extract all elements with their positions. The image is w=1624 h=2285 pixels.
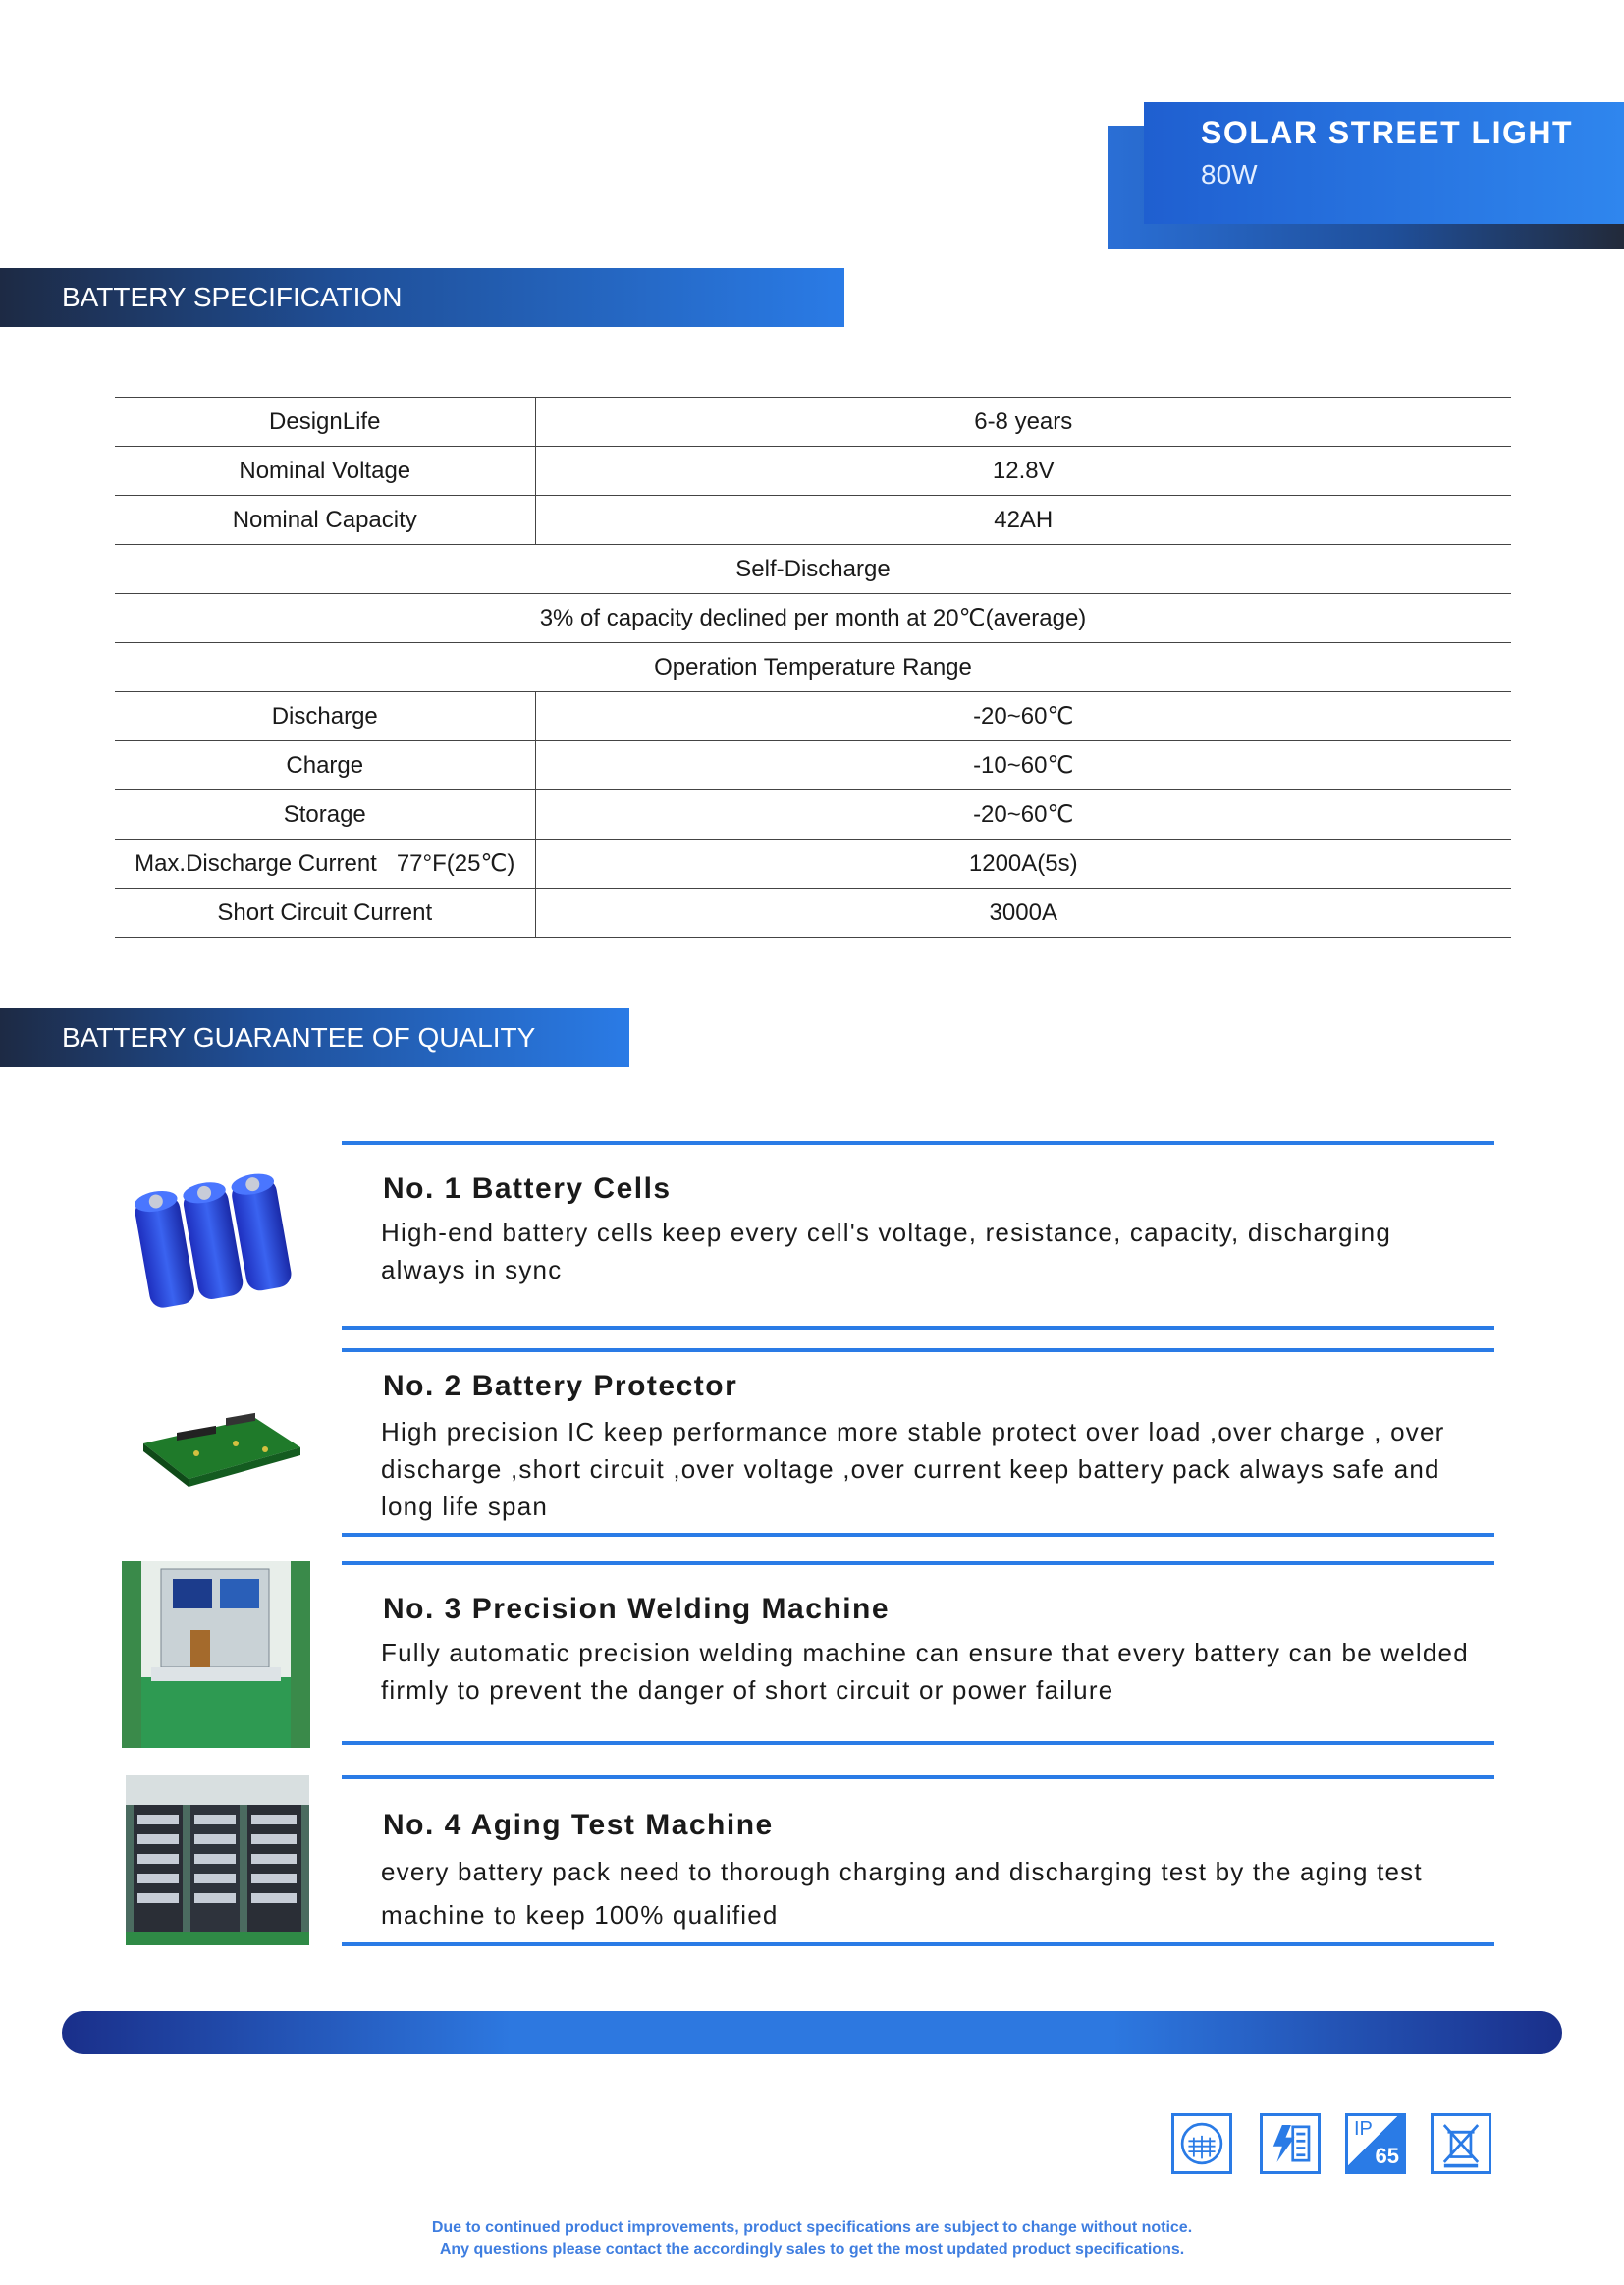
item-number: 4 [444, 1809, 462, 1841]
table-row [115, 840, 1511, 889]
table-row [115, 594, 1511, 643]
table-row [115, 398, 1511, 447]
table-row [115, 643, 1511, 692]
spec-value: Operation Temperature Range [115, 643, 1511, 692]
quality-item-title [383, 1593, 890, 1626]
divider [342, 1942, 1494, 1946]
table-row [115, 496, 1511, 545]
solar-panel-icon [1171, 2113, 1232, 2174]
ip65-rating-icon [1345, 2113, 1406, 2174]
weee-recycle-bin-icon [1431, 2113, 1491, 2174]
quality-item-aging-test-machine [342, 1775, 1494, 1952]
quality-item-battery-protector [342, 1348, 1494, 1535]
quality-item-title [383, 1172, 672, 1206]
product-banner [1144, 102, 1624, 224]
section-header-battery-guarantee-of-quality: BATTERY GUARANTEE OF QUALITY [0, 1008, 629, 1067]
banner-subtitle: 80W [1201, 159, 1258, 190]
spec-key: Charge [115, 741, 535, 790]
table-row [115, 545, 1511, 594]
quality-item-battery-cells [342, 1141, 1494, 1328]
quality-item-description: every battery pack need to thorough charging and discharging test by the aging test machine to keep 100% qualified [381, 1857, 1423, 1930]
table-row [115, 692, 1511, 741]
item-no-label: No. [383, 1809, 435, 1841]
battery-protector-board-image [137, 1404, 304, 1493]
spec-value: Self-Discharge [115, 545, 1511, 594]
spec-key: Nominal Voltage [115, 447, 535, 496]
divider [342, 1741, 1494, 1745]
spec-value: 3% of capacity declined per month at 20℃(average) [115, 594, 1511, 643]
battery-spec-table [115, 397, 1511, 938]
item-number: 3 [444, 1593, 462, 1625]
quality-item-title [383, 1809, 774, 1842]
spec-value: 3000A [535, 889, 1511, 938]
item-title-text: Battery Cells [471, 1172, 672, 1205]
table-row [115, 790, 1511, 840]
spec-key: Discharge [115, 692, 535, 741]
item-number: 1 [444, 1172, 462, 1205]
item-no-label: No. [383, 1593, 435, 1625]
item-number: 2 [444, 1370, 462, 1402]
table-row [115, 447, 1511, 496]
spec-value: -20~60℃ [535, 790, 1511, 840]
item-title-text: Precision Welding Machine [471, 1593, 891, 1625]
decorative-bottom-bar [62, 2011, 1562, 2054]
quality-item-title [383, 1370, 737, 1403]
footer-note-line1: Due to continued product improvements, product specifications are subject to change without notice. [431, 2219, 1193, 2236]
item-no-label: No. [383, 1172, 435, 1205]
spec-key: DesignLife [115, 398, 535, 447]
battery-cells-image [126, 1173, 312, 1311]
table-row [115, 741, 1511, 790]
welding-machine-image [122, 1561, 310, 1748]
divider [342, 1533, 1494, 1537]
banner-title: SOLAR STREET LIGHT [1201, 115, 1573, 150]
spec-key: Short Circuit Current [115, 889, 535, 938]
footer-note-line2: Any questions please contact the accordingly sales to get the most updated product specifications. [439, 2241, 1185, 2258]
spec-key: Max.Discharge Current 77°F(25℃) [115, 840, 535, 889]
quality-item-description: Fully automatic precision welding machine can ensure that every battery can be welded firmly to prevent the danger of short circuit or power failure [381, 1638, 1469, 1705]
spec-key: Nominal Capacity [115, 496, 535, 545]
aging-test-machine-image [126, 1775, 309, 1945]
item-title-text: Aging Test Machine [470, 1809, 774, 1841]
ip-label: IP [1354, 2118, 1373, 2140]
spec-value: -10~60℃ [535, 741, 1511, 790]
battery-power-icon [1260, 2113, 1321, 2174]
table-row [115, 889, 1511, 938]
quality-item-description: High precision IC keep performance more stable protect over load ,over charge , over discharge ,short circuit ,over voltage ,over current keep battery pack always safe and long life span [381, 1417, 1445, 1521]
quality-item-precision-welding-machine [342, 1561, 1494, 1748]
spec-value: 12.8V [535, 447, 1511, 496]
spec-value: -20~60℃ [535, 692, 1511, 741]
item-title-text: Battery Protector [471, 1370, 738, 1402]
spec-value: 42AH [535, 496, 1511, 545]
quality-item-description: High-end battery cells keep every cell's voltage, resistance, capacity, discharging always in sync [381, 1218, 1391, 1284]
ip-value: 65 [1375, 2144, 1399, 2168]
item-no-label: No. [383, 1370, 435, 1402]
spec-key: Storage [115, 790, 535, 840]
spec-value: 6-8 years [535, 398, 1511, 447]
divider [342, 1326, 1494, 1330]
section-header-battery-specification: BATTERY SPECIFICATION [0, 268, 844, 327]
spec-value: 1200A(5s) [535, 840, 1511, 889]
